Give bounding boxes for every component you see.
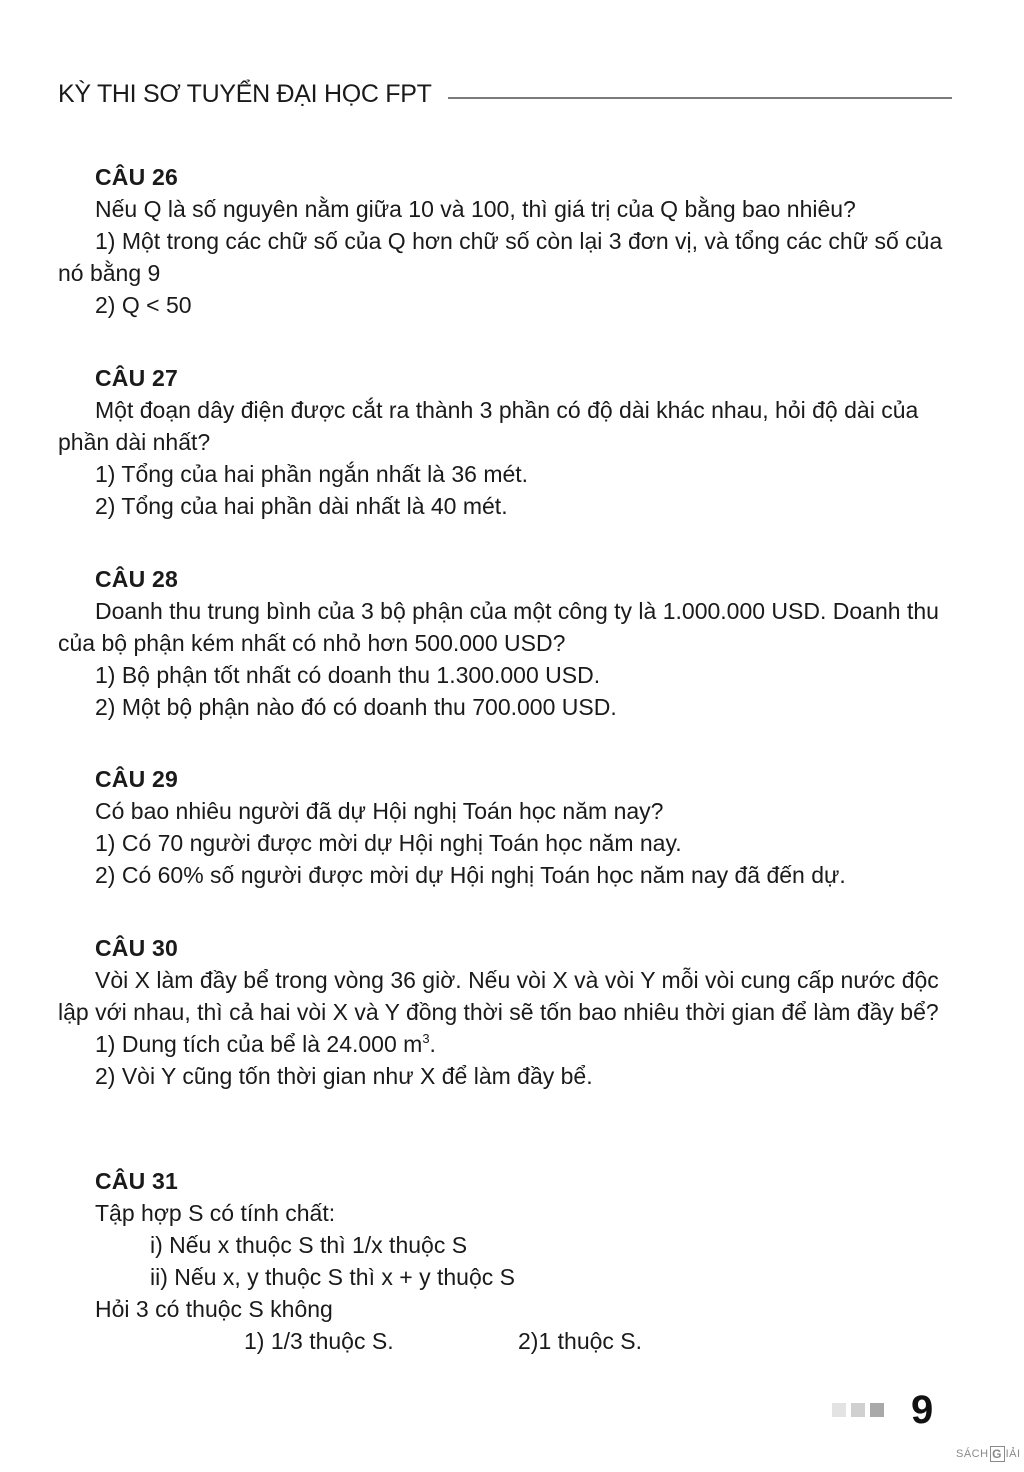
decor-square [851, 1403, 865, 1417]
question-stem: Một đoạn dây điện được cắt ra thành 3 phần có độ dài khác nhau, hỏi độ dài của phần dài nhất? [58, 397, 919, 455]
watermark-text: SÁCH [956, 1448, 989, 1460]
question-stem: Nếu Q là số nguyên nằm giữa 10 và 100, thì giá trị của Q bằng bao nhiêu? [95, 196, 856, 222]
question-option-1: 1) Một trong các chữ số của Q hơn chữ số còn lại 3 đơn vị, và tổng các chữ số của nó bằng 9 [58, 228, 943, 286]
question-title: CÂU 27 [95, 365, 179, 391]
page-footer [832, 1388, 933, 1432]
question-title: CÂU 28 [95, 566, 179, 592]
question-option-2: 2) Một bộ phận nào đó có doanh thu 700.000 USD. [95, 694, 617, 720]
question-option-1 [95, 1028, 958, 1060]
question-stem: Tập hợp S có tính chất: [95, 1200, 336, 1226]
page-number: 9 [911, 1387, 934, 1432]
watermark-logo [956, 1446, 1021, 1462]
question-option-2: 2)1 thuộc S. [518, 1328, 643, 1354]
page-header [58, 74, 952, 114]
header-rule [448, 97, 952, 99]
property-1: i) Nếu x thuộc S thì 1/x thuộc S [150, 1232, 468, 1258]
question-title: CÂU 31 [95, 1168, 179, 1194]
header-title: KỲ THI SƠ TUYỂN ĐẠI HỌC FPT [58, 79, 432, 108]
question-stem: Có bao nhiêu người đã dự Hội nghị Toán học năm nay? [95, 798, 664, 824]
question-28 [58, 563, 958, 723]
watermark-box: G [990, 1446, 1005, 1462]
superscript: 3 [422, 1031, 430, 1046]
decor-square [870, 1403, 884, 1417]
question-stem: Doanh thu trung bình của 3 bộ phận của một công ty là 1.000.000 USD. Doanh thu của bộ phận kém nhất có nhỏ hơn 500.000 USD? [58, 598, 939, 656]
question-29 [58, 763, 958, 891]
decor-square [832, 1403, 846, 1417]
question-option-1: 1) Bộ phận tốt nhất có doanh thu 1.300.000 USD. [95, 662, 601, 688]
question-title: CÂU 26 [95, 164, 179, 190]
question-30 [58, 932, 958, 1092]
question-option-1: 1) Có 70 người được mời dự Hội nghị Toán học năm nay. [95, 830, 682, 856]
option-period: . [429, 1031, 436, 1057]
options-row [58, 1325, 958, 1357]
question-ask: Hỏi 3 có thuộc S không [95, 1296, 333, 1322]
watermark-text: IẢI [1005, 1448, 1021, 1460]
question-option-2: 2) Vòi Y cũng tốn thời gian như X để làm đầy bể. [95, 1063, 593, 1089]
question-31 [58, 1165, 958, 1357]
question-option-2: 2) Có 60% số người được mời dự Hội nghị Toán học năm nay đã đến dự. [95, 862, 846, 888]
question-stem: Vòi X làm đầy bể trong vòng 36 giờ. Nếu vòi X và vòi Y mỗi vòi cung cấp nước độc lập với nhau, thì cả hai vòi X và Y đồng thời sẽ tốn bao nhiêu thời gian để làm đầy bể? [58, 967, 939, 1025]
option-text: 1) Dung tích của bể là 24.000 m [95, 1031, 423, 1057]
question-option-1: 1) 1/3 thuộc S. [244, 1328, 394, 1354]
question-option-1: 1) Tổng của hai phần ngắn nhất là 36 mét. [95, 461, 529, 487]
question-27 [58, 362, 958, 522]
question-26 [58, 161, 958, 321]
question-option-2: 2) Q < 50 [95, 292, 192, 318]
question-title: CÂU 30 [95, 935, 179, 961]
question-title: CÂU 29 [95, 766, 179, 792]
property-2: ii) Nếu x, y thuộc S thì x + y thuộc S [150, 1264, 515, 1290]
question-option-2: 2) Tổng của hai phần dài nhất là 40 mét. [95, 493, 508, 519]
